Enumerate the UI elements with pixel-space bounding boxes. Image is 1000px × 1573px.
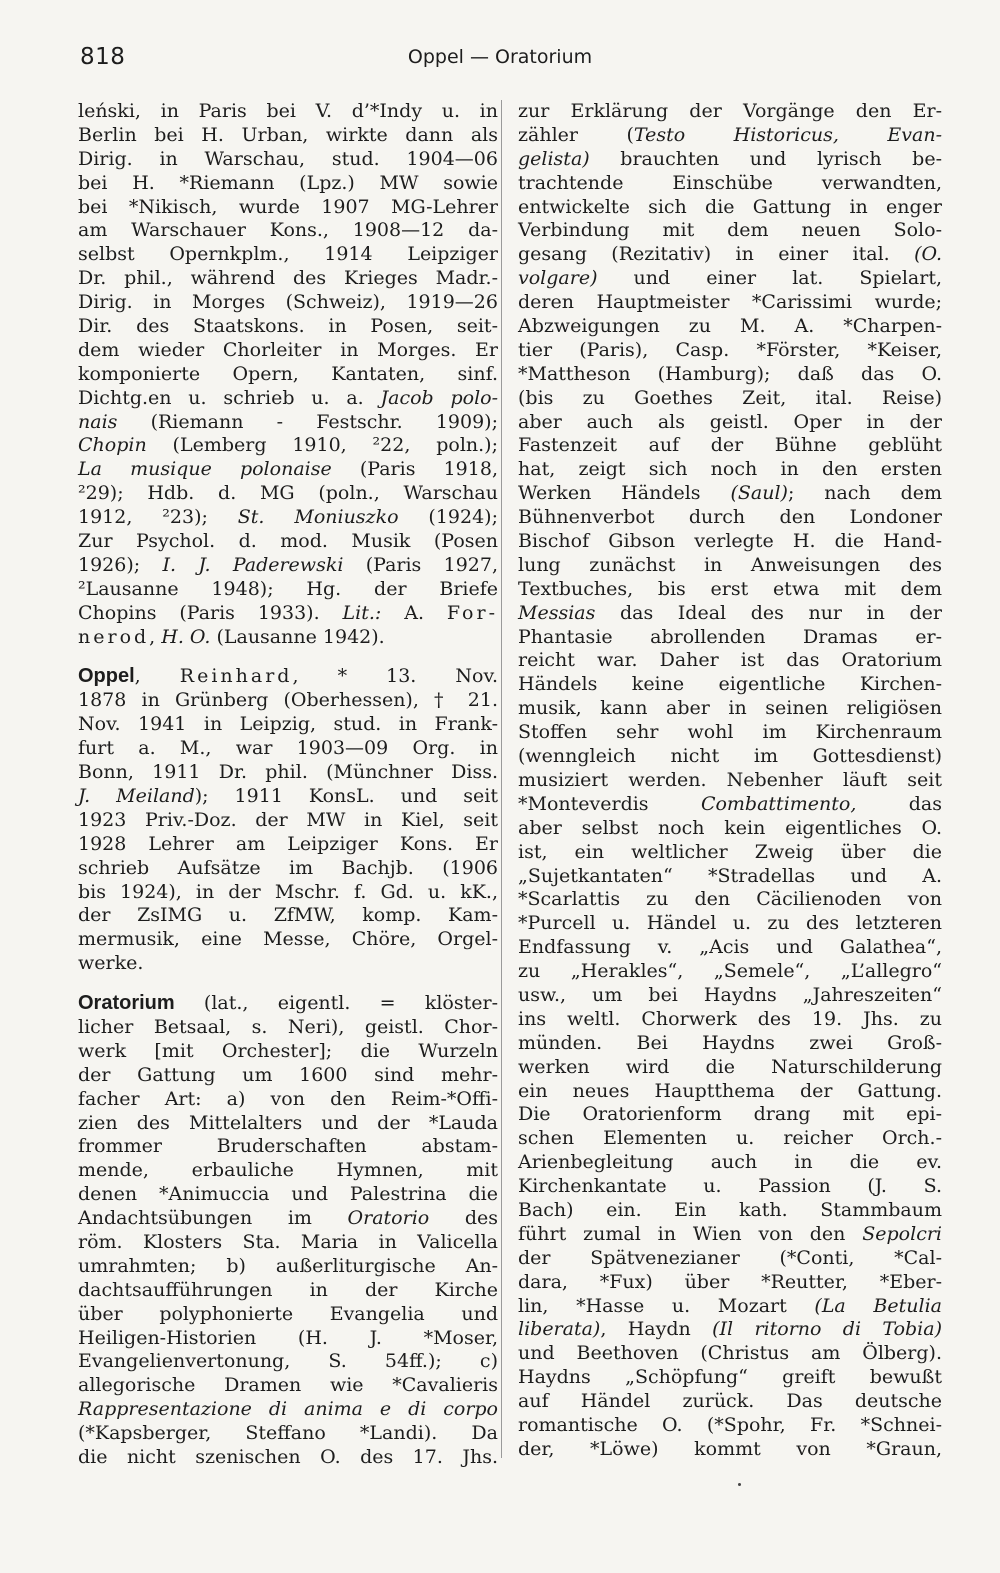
text-line — [518, 411, 942, 435]
text-line — [518, 912, 942, 936]
text-line — [78, 411, 498, 435]
text-line — [78, 530, 498, 554]
text-line — [518, 1438, 942, 1462]
text-run: Andachtsübungen im — [78, 1207, 348, 1230]
text-line — [518, 936, 942, 960]
text-run: Phantasie abrollenden Dramas er- — [518, 625, 942, 648]
text-line — [78, 1016, 498, 1040]
text-run: brauchten und lyrisch be- — [589, 147, 942, 170]
text-line — [78, 689, 498, 713]
text-line — [518, 1056, 942, 1080]
text-line — [518, 1295, 942, 1319]
entry-headword: Oppel — [78, 665, 135, 688]
text-line — [518, 1318, 942, 1342]
text-run: musiziert werden. Nebenher läuft seit — [518, 768, 942, 791]
text-run: nerod — [78, 625, 150, 648]
text-run: romantische O. (*Spohr, Fr. *Schnei- — [518, 1413, 942, 1436]
text-line — [78, 602, 498, 626]
text-run: Reinhard — [179, 665, 293, 688]
text-line — [78, 737, 498, 761]
text-line — [78, 881, 498, 905]
text-run: führt zumal in Wien von den — [518, 1222, 863, 1245]
text-run: ist, ein weltlicher Zweig über die — [518, 840, 942, 863]
text-run: zur Erklärung der Vorgänge den Er- — [518, 100, 942, 122]
text-line — [518, 1366, 942, 1390]
text-run: *Mattheson (Hamburg); daß das O. — [518, 362, 942, 385]
italic-title: St. Moniuszko — [237, 506, 399, 529]
text-line — [78, 458, 498, 482]
text-line — [78, 1350, 498, 1374]
text-line — [78, 904, 498, 928]
text-run: leński, in Paris bei V. d’*Indy u. in — [78, 100, 498, 122]
text-line — [78, 761, 498, 785]
text-run: auf Händel zurück. Das deutsche — [518, 1390, 942, 1413]
text-run: Abzweigungen zu M. A. *Charpen- — [518, 315, 942, 338]
text-line — [78, 291, 498, 315]
italic-title: J. Meiland — [78, 784, 195, 807]
text-run: ; nach dem — [787, 482, 942, 505]
text-line — [518, 100, 942, 124]
text-run: werk [mit Orchester]; die Wurzeln — [78, 1039, 498, 1062]
text-line — [78, 1040, 498, 1064]
text-run: frommer Bruderschaften abstam- — [78, 1135, 498, 1158]
text-run: ein neues Hauptthema der Gattung. — [518, 1079, 942, 1102]
text-run: Kirchenkantate u. Passion (J. S. — [518, 1175, 942, 1198]
text-line — [518, 482, 942, 506]
text-run: (Riemann - Festschr. 1909); — [117, 410, 498, 433]
text-run: 1923 Priv.-Doz. der MW in Kiel, seit — [78, 808, 498, 831]
text-run: Stoffen sehr wohl im Kirchenraum — [518, 721, 942, 744]
text-line — [518, 219, 942, 243]
text-run: (Paris 1918, — [331, 458, 498, 481]
text-line — [518, 1080, 942, 1104]
text-line — [518, 578, 942, 602]
text-line — [78, 578, 498, 602]
text-run: komponierte Opern, Kantaten, sinf. — [78, 362, 498, 385]
text-line — [518, 865, 942, 889]
text-line — [78, 713, 498, 737]
text-run: dachtsaufführungen in der Kirche — [78, 1278, 498, 1301]
text-line — [78, 124, 498, 148]
text-line — [78, 148, 498, 172]
text-line — [518, 387, 942, 411]
text-run: das Ideal des nur in der — [595, 601, 942, 624]
italic-title: volgare) — [518, 267, 598, 290]
text-run: Bühnenverbot durch den Londoner — [518, 506, 942, 529]
text-run: ²Lausanne 1948); Hg. der Briefe — [78, 577, 498, 600]
text-line — [78, 833, 498, 857]
text-run: Heiligen-Historien (H. J. *Moser, — [78, 1326, 498, 1349]
text-line — [78, 1398, 498, 1422]
column-divider — [501, 100, 502, 1458]
text-run: reicht war. Daher ist das Oratorium — [518, 649, 942, 672]
text-line — [518, 530, 942, 554]
text-run: lin, *Hasse u. Mozart — [518, 1294, 815, 1317]
text-run: röm. Klosters Sta. Maria in Valicella — [78, 1230, 498, 1253]
text-line — [518, 602, 942, 626]
text-run: die nicht szenischen O. des 17. Jhs. — [78, 1445, 498, 1468]
text-run: schrieb Aufsätze im Bachjb. (1906 — [78, 856, 498, 879]
text-line — [78, 434, 498, 458]
text-run: A. — [381, 601, 447, 624]
text-run: der Spätvenezianer (*Conti, *Cal- — [518, 1246, 942, 1269]
text-run: (Lemberg 1910, ²22, poln.); — [146, 434, 498, 457]
text-run: Arienbegleitung auch in die ev. — [518, 1151, 942, 1174]
text-line — [78, 1207, 498, 1231]
text-run: facher Art: a) von den Reim-*Offi- — [78, 1087, 498, 1110]
italic-title: Chopin — [78, 434, 147, 457]
text-run: Chopins (Paris 1933). — [78, 601, 343, 624]
text-line — [78, 1159, 498, 1183]
text-run: Dr. phil., während des Krieges Madr.- — [78, 267, 498, 290]
text-line — [518, 172, 942, 196]
text-run: schen Elementen u. reicher Orch.- — [518, 1127, 942, 1150]
italic-title: La musique polonaise — [78, 458, 332, 481]
text-line — [78, 809, 498, 833]
text-line — [78, 785, 498, 809]
text-line — [518, 769, 942, 793]
text-run: werken wird die Naturschilderung — [518, 1055, 942, 1078]
text-run: zien des Mittelalters und der *Lauda — [78, 1111, 498, 1134]
text-line — [518, 434, 942, 458]
text-line — [518, 817, 942, 841]
text-run: bei H. *Riemann (Lpz.) MW sowie — [78, 171, 498, 194]
text-line — [78, 100, 498, 124]
text-run: münden. Bei Haydns zwei Groß- — [518, 1031, 942, 1054]
italic-title: liberata) — [518, 1318, 601, 1341]
text-line — [518, 148, 942, 172]
text-line — [78, 1064, 498, 1088]
text-line — [78, 172, 498, 196]
text-run: (Paris 1927, — [343, 553, 498, 576]
text-run: der Gattung um 1600 sind mehr- — [78, 1063, 498, 1086]
text-line — [78, 482, 498, 506]
running-header: Oppel — Oratorium — [407, 46, 593, 68]
text-line — [518, 745, 942, 769]
italic-title: Jacob polo- — [380, 386, 498, 409]
text-run: Zur Psychol. d. mod. Musik (Posen — [78, 530, 498, 553]
text-line — [518, 1223, 942, 1247]
text-line — [518, 721, 942, 745]
text-line — [518, 793, 942, 817]
text-line — [78, 1231, 498, 1255]
entry-headword: Oratorium — [78, 992, 175, 1015]
italic-title: Messias — [518, 601, 596, 624]
text-line — [78, 857, 498, 881]
text-run: tier (Paris), Casp. *Förster, *Keiser, — [518, 338, 942, 361]
text-run: mende, erbauliche Hymnen, mit — [78, 1159, 498, 1182]
text-run: bis 1924), in der Mschr. f. Gd. u. kK., — [78, 880, 498, 903]
text-line — [518, 1390, 942, 1414]
text-line — [78, 1112, 498, 1136]
text-run: Nov. 1941 in Leipzig, stud. in Frank- — [78, 713, 498, 736]
text-line — [518, 984, 942, 1008]
text-line — [518, 363, 942, 387]
text-run: selbst Opernkplm., 1914 Leipziger — [78, 243, 498, 266]
right-column — [518, 100, 942, 1462]
text-line — [518, 1008, 942, 1032]
text-line — [78, 243, 498, 267]
text-line — [78, 387, 498, 411]
text-line — [78, 1446, 498, 1470]
page-number: 818 — [80, 44, 126, 70]
text-line — [518, 458, 942, 482]
text-run: 1912, ²23); — [78, 506, 238, 529]
text-run: und einer lat. Spielart, — [597, 267, 942, 290]
text-run: der, *Löwe) kommt von *Graun, — [518, 1437, 942, 1460]
text-line — [518, 960, 942, 984]
text-line — [518, 196, 942, 220]
text-run: gesang (Rezitativ) in einer ital. — [518, 243, 915, 266]
text-run: bei *Nikisch, wurde 1907 MG-Lehrer — [78, 195, 498, 218]
text-line — [78, 1327, 498, 1351]
text-run: dara, *Fux) über *Reutter, *Eber- — [518, 1270, 942, 1293]
text-line — [78, 992, 498, 1016]
text-line — [78, 1279, 498, 1303]
text-run: Dirig. in Morges (Schweiz), 1919—26 — [78, 291, 498, 314]
italic-title: Sepolcri — [862, 1222, 942, 1245]
text-run: (*Kapsberger, Steffano *Landi). Da — [78, 1422, 498, 1445]
text-line — [78, 1135, 498, 1159]
text-run: (wenngleich nicht im Gottesdienst) — [518, 745, 942, 768]
text-run: am Warschauer Kons., 1908—12 da- — [78, 219, 498, 242]
text-run: deren Hauptmeister *Carissimi wurde; — [518, 291, 942, 314]
text-run: Dir. des Staatskons. in Posen, seit- — [78, 315, 498, 338]
italic-title: Rappresentazione di anima e di corpo — [78, 1398, 498, 1421]
italic-title: Oratorio — [347, 1207, 430, 1230]
text-run: mermusik, eine Messe, Chöre, Orgel- — [78, 928, 498, 951]
text-line — [78, 1183, 498, 1207]
text-run: (Lausanne 1942). — [210, 625, 385, 648]
text-run: dem wieder Chorleiter in Morges. Er — [78, 338, 498, 361]
text-line — [518, 1103, 942, 1127]
text-line — [78, 315, 498, 339]
text-line — [78, 219, 498, 243]
text-run: „Sujetkantaten“ *Stradellas und A. — [518, 864, 942, 887]
italic-title: Combattimento, — [700, 792, 857, 815]
left-column — [78, 100, 498, 1470]
text-run: licher Betsaal, s. Neri), geistl. Chor- — [78, 1015, 498, 1038]
italic-title: H. O. — [161, 625, 211, 648]
text-run: entwickelte sich die Gattung in enger — [518, 195, 942, 218]
text-line — [78, 1422, 498, 1446]
text-line — [78, 196, 498, 220]
italic-title: Lit.: — [342, 601, 382, 624]
text-run: aber selbst noch kein eigentliches O. — [518, 816, 942, 839]
text-run: , Haydn — [600, 1318, 713, 1341]
text-line — [518, 339, 942, 363]
text-run: hat, zeigt sich noch in den ersten — [518, 458, 942, 481]
text-line — [518, 1342, 942, 1366]
italic-title: gelista) — [518, 147, 590, 170]
text-line — [518, 673, 942, 697]
text-line — [78, 626, 498, 650]
text-line — [78, 928, 498, 952]
text-run: 1926); — [78, 553, 163, 576]
text-run: Fastenzeit auf der Bühne geblüht — [518, 434, 942, 457]
text-run: *Monteverdis — [518, 792, 701, 815]
text-line — [78, 1088, 498, 1112]
text-line — [518, 267, 942, 291]
text-run: trachtende Einschübe verwandten, — [518, 171, 942, 194]
text-run: furt a. M., war 1903—09 Org. in — [78, 737, 498, 760]
text-line — [518, 626, 942, 650]
text-run: denen *Animuccia und Palestrina die — [78, 1183, 498, 1206]
text-line — [78, 1374, 498, 1398]
text-run: *Scarlattis zu den Cäcilienoden von — [518, 888, 942, 911]
text-run: Haydns „Schöpfung“ greift bewußt — [518, 1366, 942, 1389]
text-run: , — [149, 625, 162, 648]
text-run: , — [134, 665, 180, 688]
italic-title: (Il ritorno di Tobia) — [712, 1318, 942, 1341]
text-run: 1928 Lehrer am Leipziger Kons. Er — [78, 832, 498, 855]
text-run: das — [856, 792, 942, 815]
text-line — [518, 1199, 942, 1223]
text-line — [518, 1032, 942, 1056]
text-run: ins weltl. Chorwerk des 19. Jhs. zu — [518, 1007, 942, 1030]
text-run: umrahmten; b) außerliturgische An- — [78, 1254, 498, 1277]
text-line — [518, 124, 942, 148]
text-line — [78, 506, 498, 530]
text-line — [518, 1247, 942, 1271]
text-run: Endfassung v. „Acis und Galathea“, — [518, 936, 942, 959]
text-line — [518, 506, 942, 530]
text-line — [518, 1414, 942, 1438]
text-run: (bis zu Goethes Zeit, ital. Reise) — [518, 386, 942, 409]
text-run: 1878 in Grünberg (Oberhessen), † 21. — [78, 689, 498, 712]
text-run: Bach) ein. Ein kath. Stammbaum — [518, 1198, 942, 1221]
text-run: For- — [446, 601, 498, 624]
text-line — [518, 697, 942, 721]
text-run: Verbindung mit dem neuen Solo- — [518, 219, 942, 242]
text-run: allegorische Dramen wie *Cavalieris — [78, 1374, 498, 1397]
text-run: und Beethoven (Christus am Ölberg). — [518, 1342, 942, 1365]
text-line — [78, 363, 498, 387]
text-run: über polyphonierte Evangelia und — [78, 1302, 498, 1325]
text-run: Berlin bei H. Urban, wirkte dann als — [78, 123, 498, 146]
text-line — [78, 554, 498, 578]
italic-title: I. J. Paderewski — [162, 553, 344, 576]
text-run: zu „Herakles“, „Semele“, „L’allegro“ — [518, 960, 942, 983]
text-run: , * 13. Nov. — [292, 665, 498, 688]
italic-title: (La Betulia — [814, 1294, 942, 1317]
italic-title: (Saul) — [730, 482, 788, 505]
text-run: Dichtg.en u. schrieb u. a. — [78, 386, 381, 409]
text-run: usw., um bei Haydns „Jahreszeiten“ — [518, 983, 942, 1006]
text-line — [518, 649, 942, 673]
text-line — [78, 339, 498, 363]
text-run: musik, kann aber in seinen religiösen — [518, 697, 942, 720]
text-run: lung zunächst in Anweisungen des — [518, 553, 942, 576]
text-run: *Purcell u. Händel u. zu des letzteren — [518, 912, 942, 935]
text-line — [518, 1127, 942, 1151]
text-run: Werken Händels — [518, 482, 731, 505]
italic-title: Testo Historicus, Evan- — [633, 123, 942, 146]
italic-title: (O. — [914, 243, 942, 266]
text-run: ²29); Hdb. d. MG (poln., Warschau — [78, 482, 498, 505]
text-run: Bischof Gibson verlegte H. die Hand- — [518, 530, 942, 553]
text-line — [78, 1255, 498, 1279]
text-run: Bonn, 1911 Dr. phil. (Münchner Diss. — [78, 761, 498, 784]
text-line — [518, 291, 942, 315]
text-run: werke. — [78, 952, 144, 975]
text-line — [518, 888, 942, 912]
text-line — [518, 1271, 942, 1295]
text-line — [518, 1151, 942, 1175]
italic-title: nais — [78, 410, 118, 433]
text-line — [518, 315, 942, 339]
text-line — [518, 841, 942, 865]
text-run: der ZsIMG u. ZfMW, komp. Kam- — [78, 904, 498, 927]
text-run: zähler ( — [518, 123, 634, 146]
text-run: Die Oratorienform drang mit epi- — [518, 1103, 942, 1126]
text-run: ); 1911 KonsL. und seit — [194, 784, 498, 807]
text-run: Textbuches, bis erst etwa mit dem — [518, 577, 942, 600]
text-line — [78, 267, 498, 291]
text-run: Evangelienvertonung, S. 54ff.); c) — [78, 1350, 498, 1373]
text-run: (1924); — [398, 506, 498, 529]
text-line — [518, 243, 942, 267]
ink-speck — [738, 1483, 741, 1486]
text-run: Dirig. in Warschau, stud. 1904—06 — [78, 147, 498, 170]
text-run: Händels keine eigentliche Kirchen- — [518, 673, 942, 696]
text-line — [78, 1303, 498, 1327]
text-line — [78, 952, 498, 976]
text-line — [78, 665, 498, 689]
text-line — [518, 554, 942, 578]
text-run: aber auch als geistl. Oper in der — [518, 410, 942, 433]
text-run: (lat., eigentl. = klöster- — [174, 992, 498, 1015]
text-line — [518, 1175, 942, 1199]
text-run: des — [429, 1207, 498, 1230]
